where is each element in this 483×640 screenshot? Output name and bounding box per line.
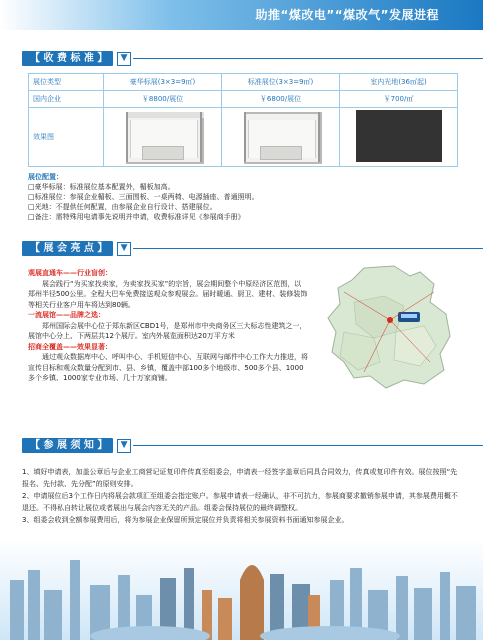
- header-banner: [0, 0, 483, 30]
- section-highlights-label: 【 展 会 亮 点 】: [22, 241, 113, 256]
- note-item: 3、组委会收到全额参展费用后，将为参展企业保留所预定展位并负责将相关参展资料书面通知参展企业。: [22, 516, 349, 524]
- config-item: □标准展位：参展企业楣板、三面围板、一桌两椅、电源插座、普通照明。: [28, 193, 259, 201]
- space-illustration: [356, 110, 442, 162]
- fees-table: [28, 73, 458, 167]
- col-luxury: [104, 74, 222, 91]
- page-title: 助推“煤改电”“煤改气”发展进程: [255, 8, 439, 22]
- col-type: 豪华标展: [129, 78, 158, 86]
- highlight-subtitle: 一流展馆——品牌之选：: [28, 311, 105, 319]
- highlight-paragraph: 郑州国际会展中心位于郑东新区CBD1号，是郑州市中央商务区三大标志性建筑之一，展馆中心分上、下两层共12个展厅。室内外展览面积达20万平方米: [28, 321, 307, 340]
- arrow-down-icon: ▼: [117, 439, 131, 453]
- config-item: □备注：需特殊用电请事先说明并申请，收费标准详见《参展商手册》: [28, 213, 245, 221]
- space-image: [340, 108, 458, 167]
- col-size: (3×3=9㎡): [275, 78, 314, 86]
- table-row: [29, 91, 458, 108]
- config-item: □光地：不提供任何配置，由参展企业自行设计、搭建展位。: [28, 203, 217, 211]
- arrow-down-icon: ▼: [117, 52, 131, 66]
- city-skyline-image: [0, 540, 483, 640]
- price-luxury: ￥8800/展位: [104, 91, 222, 108]
- section-fees-label: 【 收 费 标 准 】: [22, 51, 113, 66]
- col-type: 标准展位: [247, 78, 276, 86]
- highlight-subtitle: 观展直通车——行业盲创：: [28, 269, 112, 277]
- divider: [133, 445, 483, 446]
- henan-map-image: [324, 262, 456, 392]
- config-heading: 展位配置：: [28, 173, 63, 181]
- row-effect: 效果图: [29, 108, 104, 167]
- booth-illustration: [120, 110, 206, 162]
- standard-booth-image: [222, 108, 340, 167]
- table-row: [29, 74, 458, 91]
- col-size: (3×3=9㎡): [157, 78, 196, 86]
- highlights-text: [28, 268, 308, 384]
- exhibitor-notes: [22, 466, 462, 526]
- booth-config: [28, 172, 259, 222]
- row-domestic: 国内企业: [29, 91, 104, 108]
- section-fees-heading: [22, 51, 483, 66]
- note-item: 1、填好申请表，加盖公章后与企业工商营记证复印件传真至组委会，申请表一经签字盖章后同具合同效力，传真或复印件有效。展位按照“先报名、先付款、先分配”的原则安排。: [22, 468, 458, 488]
- highlight-paragraph: 展会践行“为买家找卖家，为卖家找买家”的宗旨，展会期间整个中原经济区范围，以郑州半径500公里。全程大巴车免费接送观众参观展会。届时暖通、厨卫、建材、装修装饰等相关行业客户用车将达到80辆。: [28, 279, 308, 309]
- col-header: 展位类型: [29, 74, 104, 91]
- arrow-down-icon: ▼: [117, 242, 131, 256]
- col-type: 室内光地: [370, 78, 399, 86]
- col-space: [340, 74, 458, 91]
- highlight-paragraph: 通过观众数据库中心、呼叫中心、手机短信中心、互联网与邮件中心工作大力推进，将宣传目标和观众数量分配到市、县、乡镇，覆盖中部100多个地级市、500多个县、1000多个乡镇、1000家专业市场、几十万家商铺。: [28, 353, 308, 382]
- section-notice-label: 【 参 展 须 知 】: [22, 438, 113, 453]
- config-item: □豪华标展：标准展位基本配置外，楣板加高。: [28, 183, 175, 191]
- col-standard: [222, 74, 340, 91]
- highlight-subtitle: 招商全覆盖——效果显著：: [28, 342, 112, 351]
- divider: [133, 58, 483, 59]
- section-highlights-heading: [22, 241, 483, 256]
- luxury-booth-image: [104, 108, 222, 167]
- price-space: ￥700/㎡: [340, 91, 458, 108]
- section-notice-heading: [22, 438, 483, 453]
- table-row: [29, 108, 458, 167]
- col-size: (36㎡起): [398, 78, 427, 86]
- divider: [133, 248, 483, 249]
- booth-illustration: [238, 110, 324, 162]
- note-item: 2、申请展位后3个工作日内将展会款项汇至组委会指定账户。参展申请表一经确认，非不可抗力，参展商要求撤销参展申请，其参展费用概不退还。不得私自转让展位或者展出与展会内容无关的产品。组委会保持展位的最终调整权。: [22, 492, 458, 512]
- price-standard: ￥6800/展位: [222, 91, 340, 108]
